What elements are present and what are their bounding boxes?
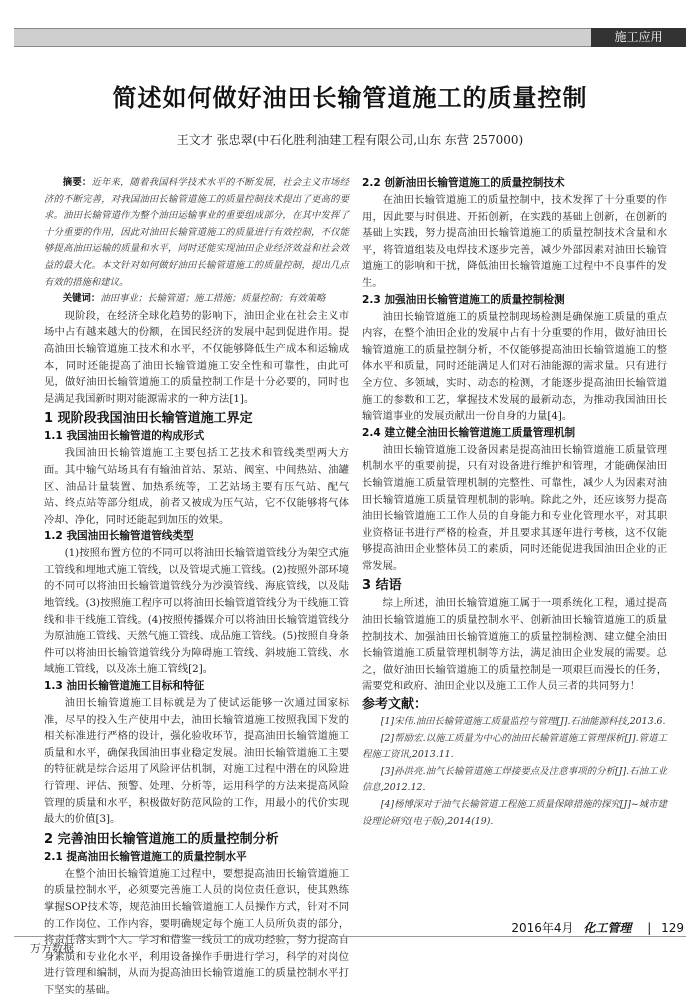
section-2-4-heading: 2.4 建立健全油田长输管道施工质量管理机制 (362, 426, 576, 439)
reference-item: [1]宋伟.油田长输管道施工质量监控与管理[J].石油能源科技,2013.6. (380, 716, 666, 728)
magazine-name: 化工管理 (583, 921, 632, 935)
section-3-paragraph: 综上所述，油田长输管道施工属于一项系统化工程，通过提高油田长输管道施工的质量控制水平、创新油田长输管道施工的质量控制技术、加强油田长输管道施工的质量控制检测、建立健全油田长输管道施工质量管理机制等方法，满足油田企业发展的需要。总之，做好油田长输管道施工的质量控制是一项艰巨而漫长的任务，需要党和政府、油田企业以及施工工作人员三者的共同努力！ (362, 597, 667, 693)
reference-item: [4]杨博深对于油气长输管道工程施工质量保障措施的探究[J]~城市建设理论研究(电子版),2014(19). (362, 799, 667, 827)
keywords (44, 291, 349, 308)
section-1-2-paragraph: (1)按照布置方位的不同可以将油田长输管道管线分为架空式施工管线和埋地式施工管线，以及管堤式施工管线。(2)按照外部环境的不同可以将油田长输管道管线分为沙漠管线、海底管线，以及陆地管线。(3)按照施工程序可以将油田长输管道管线分为干线施工管线和非干线施工管线。(4)按照传播媒介可以将油田长输管道管线分为原油施工管线、天然气施工管线、成品施工管线。(5)按照自身条件可以将油田长输管道管线分为障碍施工管线、斜坡施工管线、水域施工管线，以及冻土施工管线[2]。 (44, 547, 349, 676)
section-2-3-paragraph: 油田长输管道施工的质量控制现场检测是确保施工质量的重点内容，在整个油田企业的发展中占有十分重要的作用，做好油田长输管道施工的质量控制分析，不仅能够提高油田长输管道施工的整体水平和质量，同时还能满足人们对石油能源的需求量。只有进行全方位、多领域，实时、动态的检测，才能逐步提高油田长输管道施工的参数和工艺，掌握技术发展的最新动态，为推动我国油田长输管道事业的发展贡献出一份自身的力量[4]。 (362, 310, 667, 423)
section-2-heading: 2 完善油田长输管道施工的质量控制分析 (44, 831, 279, 847)
page-number: 129 (661, 921, 684, 935)
section-2-4-paragraph: 油田长输管道施工设备因素是提高油田长输管道施工质量管理机制水平的重要前提，只有对设备进行维护和管理，才能确保油田长输管道施工质量管理机制的完整性、可靠性，减少人为因素对油田长输管道施工质量管理机制的影响。除此之外，还应该努力提高油田长输管道施工工作人员的自身能力和专业化管理水平，对其职业资格证书进行严格的检查，并且要求其逐年进行考核，这不仅能够提高油田企业整体员工的素质，同时还能促进我国油田企业的正常发展。 (362, 443, 667, 572)
section-3-heading: 3 结语 (362, 578, 402, 594)
source-watermark: 万方数据 (30, 942, 74, 955)
section-1-heading: 1 现阶段我国油田长输管道施工界定 (44, 411, 253, 427)
reference-item: [2]帮励宏.以施工质量为中心的油田长输管道施工管理探析[J].管道工程施工资讯,2013.11. (362, 732, 667, 761)
section-2-2-heading: 2.2 创新油田长输管道施工的质量控制技术 (362, 177, 565, 189)
section-header-bar (14, 28, 686, 47)
section-2-1-heading: 2.1 提高油田长输管道施工的质量控制水平 (44, 850, 247, 863)
section-label: 施工应用 (591, 28, 686, 47)
right-column (362, 175, 667, 925)
footer-separator: | (647, 921, 652, 935)
footer-rule (14, 936, 686, 937)
reference-item: [3]孙洪亮.油气长输管道施工焊接要点及注意事项的分析[J].石油工业信息,2012.12. (362, 765, 667, 794)
section-1-1-paragraph: 我国油田长输管道施工主要包括工艺技术和管线类型两大方面。其中输气站场具有有输油首站、泵站、阀室、中间热站、油罐区、油品计量装置、加热系统等，工艺站场主要有压气站、配气站、终点站等部分组成，前者又被成为压气站，它不仅能够将气体冷却、净化，同时还能起到加压的效果。 (44, 447, 349, 526)
issue-date: 2016年4月 (511, 921, 574, 935)
section-1-3-heading: 1.3 油田长输管道施工目标和特征 (44, 680, 205, 693)
page-footer-info (511, 919, 684, 936)
section-2-3-heading: 2.3 加强油田长输管道施工的质量控制检测 (362, 293, 565, 306)
abstract-text: 近年来，随着我国科学技术水平的不断发展，社会主义市场经济的不断完善，对我国油田长输管道施工的质量控制技术提出了更高的要求。油田长输管道作为整个油田运输事业的重要组成部分，在其中发挥了十分重要的作用，因此对油田长输管道施工的质量进行有效控制，不仅能够提高油田运输的质量和水平，同时还能实现油田企业经济效益和社会效益的最大化。本文针对如何做好油田长输管道施工的质量控制，提出几点有效的措施和建议。 (44, 177, 349, 288)
references-heading: 参考文献： (362, 697, 428, 713)
section-2-2-paragraph: 在油田长输管道施工的质量控制中，技术发挥了十分重要的作用，因此要与时俱进、开拓创新，在实践的基础上创新，在创新的基础上实践，努力提高油田长输管道施工的质量控制技术含量和水平，将管道组装及电焊技术逐步完善，减少外部因素对油田长输管道施工的影响和干扰，降低油田长输管道施工过程中不良事件的发生。 (362, 194, 667, 289)
section-2-1-paragraph: 在整个油田长输管道施工过程中，要想提高油田长输管道施工的质量控制水平，必须要完善施工人员的岗位责任意识，使其熟练掌握SOP技术等，规范油田长输管道施工人员操作方式，针对不同的工作岗位、工作内容，要明确规定每个施工人员所负责的部分，将责任落实到个人。学习和借鉴一线员工的成功经验，努力提高自身素质和专业化水平，利用设备操作手册进行学习，科学的对岗位进行管理和编制，从而为提高油田长输管道施工的质量控制水平打下坚实的基础。 (44, 867, 349, 996)
intro-paragraph: 现阶段，在经济全球化趋势的影响下，油田企业在社会主义市场中占有越来越大的份额，在国民经济的发展中起到促进作用。提高油田长输管道施工技术和水平，不仅能够降低生产成本和运输成本，同时还能提高了油田长输管道施工安全性和可靠性，由此可见，做好油田长输管道施工的质量控制工作是十分必要的，同时也是满足我国新时期对能源需求的一种方法[1]。 (44, 309, 349, 405)
abstract (44, 175, 349, 291)
section-1-1-heading: 1.1 我国油田长输管道的构成形式 (44, 430, 205, 443)
section-1-3-paragraph: 油田长输管道施工目标就是为了使试运能够一次通过国家标准，尽早的投入生产使用中去，油田长输管道施工按照我国下发的相关标准进行严格的设计，强化验收环节，提高油田长输管道施工质量和水平，确保我国油田事业稳定发展。油田长输管道施工主要的特征就是综合运用了风险评估机制，对施工过程中潜在的风险进行管理、评估、预警、处理、分析等，运用科学的方法来提高风险管理的质量和水平，积极做好防范风险的工作，用最小的代价实现最大的价值[3]。 (44, 697, 349, 826)
keywords-text: 油田事业；长输管道；施工措施；质量控制；有效策略 (100, 293, 326, 305)
keywords-label: 关键词： (62, 293, 101, 305)
abstract-label: 摘要： (62, 177, 92, 188)
article-title: 简述如何做好油田长输管道施工的质量控制 (112, 84, 588, 112)
section-1-2-heading: 1.2 我国油田长输管道管线类型 (44, 530, 194, 543)
article-authors: 王文才 张忠翠(中石化胜利油建工程有限公司,山东 东营 257000) (176, 133, 524, 147)
